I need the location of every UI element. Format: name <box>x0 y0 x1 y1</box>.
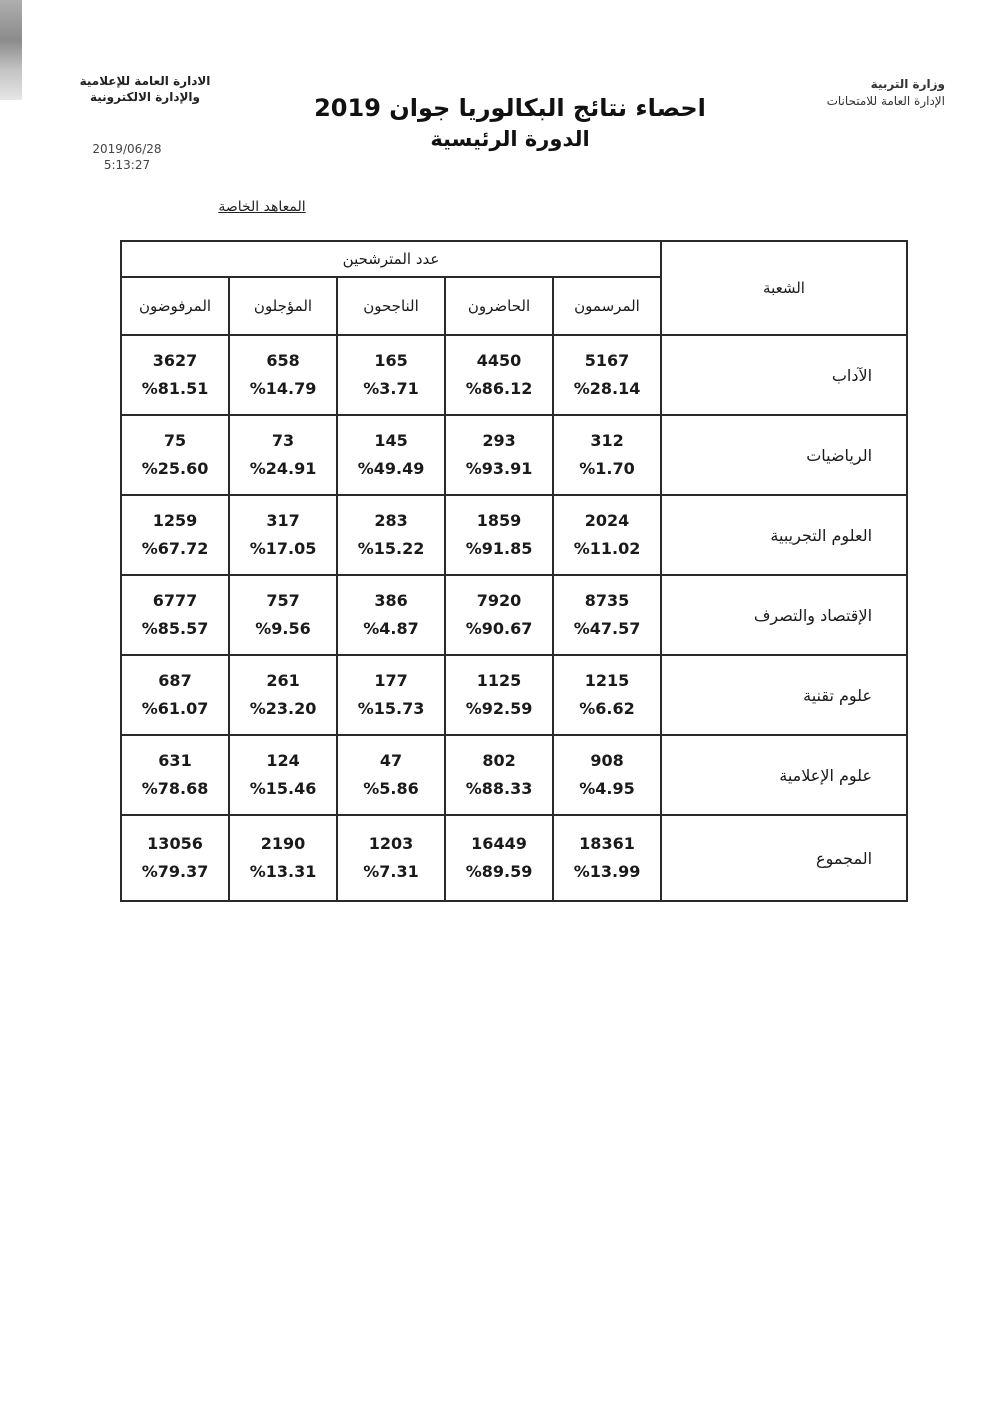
ministry-header <box>795 76 945 110</box>
cell-percent: %89.59 <box>465 862 533 881</box>
cell-percent: %92.59 <box>465 699 533 718</box>
cell-percent: %15.73 <box>357 699 425 718</box>
cell-deferred <box>229 415 337 495</box>
cell-count: 177 <box>374 671 408 690</box>
cell-percent: %91.85 <box>465 539 533 558</box>
cell-rejected <box>121 335 229 415</box>
cell-percent: %9.56 <box>255 619 311 638</box>
stream-name: الآداب <box>661 335 907 415</box>
col-present: الحاضرون <box>445 277 553 335</box>
cell-registered <box>553 735 661 815</box>
cell-percent: %28.14 <box>573 379 641 398</box>
cell-count: 687 <box>158 671 192 690</box>
print-timestamp <box>92 141 162 173</box>
cell-present <box>445 415 553 495</box>
cell-rejected <box>121 815 229 901</box>
cell-percent: %14.79 <box>249 379 317 398</box>
cell-count: 7920 <box>476 591 522 610</box>
col-rejected: المرفوضون <box>121 277 229 335</box>
cell-percent: %81.51 <box>141 379 209 398</box>
cell-present <box>445 335 553 415</box>
cell-passed <box>337 335 445 415</box>
cell-rejected <box>121 575 229 655</box>
stream-name: المجموع <box>661 815 907 901</box>
print-time: 5:13:27 <box>103 158 151 172</box>
cell-percent: %6.62 <box>579 699 635 718</box>
cell-count: 1259 <box>152 511 198 530</box>
cell-passed <box>337 735 445 815</box>
cell-percent: %93.91 <box>465 459 533 478</box>
cell-count: 18361 <box>579 834 635 853</box>
stream-name: علوم الإعلامية <box>661 735 907 815</box>
cell-percent: %13.31 <box>249 862 317 881</box>
cell-percent: %86.12 <box>465 379 533 398</box>
cell-percent: %13.99 <box>573 862 641 881</box>
cell-count: 73 <box>271 431 295 450</box>
cell-present <box>445 815 553 901</box>
table-row <box>121 495 907 575</box>
cell-percent: %15.22 <box>357 539 425 558</box>
table-row <box>121 575 907 655</box>
cell-count: 5167 <box>584 351 630 370</box>
cell-count: 317 <box>266 511 300 530</box>
cell-count: 312 <box>590 431 624 450</box>
cell-passed <box>337 415 445 495</box>
title-line2: الدورة الرئيسية <box>430 127 590 151</box>
cell-count: 47 <box>379 751 403 770</box>
cell-passed <box>337 575 445 655</box>
cell-percent: %5.86 <box>363 779 419 798</box>
cell-deferred <box>229 815 337 901</box>
stream-header: الشعبة <box>661 241 907 335</box>
cell-percent: %61.07 <box>141 699 209 718</box>
cell-deferred <box>229 335 337 415</box>
cell-percent: %79.37 <box>141 862 209 881</box>
cell-percent: %85.57 <box>141 619 209 638</box>
cell-present <box>445 575 553 655</box>
cell-rejected <box>121 415 229 495</box>
cell-count: 1125 <box>476 671 522 690</box>
cell-passed <box>337 815 445 901</box>
cell-percent: %1.70 <box>579 459 635 478</box>
cell-passed <box>337 655 445 735</box>
cell-percent: %88.33 <box>465 779 533 798</box>
scan-edge-shadow <box>0 0 22 100</box>
cell-count: 283 <box>374 511 408 530</box>
table-row <box>121 655 907 735</box>
candidates-group-header: عدد المترشحين <box>121 241 661 277</box>
table-row <box>121 815 907 901</box>
cell-percent: %25.60 <box>141 459 209 478</box>
cell-deferred <box>229 655 337 735</box>
col-deferred: المؤجلون <box>229 277 337 335</box>
results-table <box>120 240 908 902</box>
cell-count: 2024 <box>584 511 630 530</box>
cell-count: 3627 <box>152 351 198 370</box>
cell-count: 145 <box>374 431 408 450</box>
stream-name: الرياضيات <box>661 415 907 495</box>
cell-percent: %67.72 <box>141 539 209 558</box>
cell-count: 1215 <box>584 671 630 690</box>
cell-percent: %47.57 <box>573 619 641 638</box>
title-line1: احصاء نتائج البكالوريا جوان 2019 <box>314 94 706 122</box>
cell-registered <box>553 655 661 735</box>
cell-count: 908 <box>590 751 624 770</box>
stream-name: علوم تقنية <box>661 655 907 735</box>
cell-count: 1859 <box>476 511 522 530</box>
cell-percent: %24.91 <box>249 459 317 478</box>
cell-percent: %15.46 <box>249 779 317 798</box>
table-row <box>121 735 907 815</box>
exams-directorate: الإدارة العامة للامتحانات <box>826 94 945 108</box>
table-row <box>121 415 907 495</box>
cell-percent: %49.49 <box>357 459 425 478</box>
cell-rejected <box>121 655 229 735</box>
cell-deferred <box>229 735 337 815</box>
cell-registered <box>553 575 661 655</box>
cell-rejected <box>121 735 229 815</box>
it-directorate-header <box>75 73 215 105</box>
cell-percent: %23.20 <box>249 699 317 718</box>
stream-name: الإقتصاد والتصرف <box>661 575 907 655</box>
cell-count: 631 <box>158 751 192 770</box>
cell-count: 261 <box>266 671 300 690</box>
cell-present <box>445 735 553 815</box>
col-registered: المرسمون <box>553 277 661 335</box>
print-date: 2019/06/28 <box>92 142 162 156</box>
cell-registered <box>553 415 661 495</box>
cell-registered <box>553 815 661 901</box>
cell-count: 2190 <box>260 834 306 853</box>
it-directorate-line2: والإدارة الالكترونية <box>90 90 200 104</box>
cell-rejected <box>121 495 229 575</box>
cell-count: 16449 <box>471 834 527 853</box>
cell-count: 13056 <box>147 834 203 853</box>
cell-count: 293 <box>482 431 516 450</box>
cell-percent: %4.95 <box>579 779 635 798</box>
it-directorate-line1: الادارة العامة للإعلامية <box>79 74 211 88</box>
cell-count: 8735 <box>584 591 630 610</box>
cell-present <box>445 495 553 575</box>
cell-percent: %17.05 <box>249 539 317 558</box>
cell-percent: %78.68 <box>141 779 209 798</box>
table-row <box>121 335 907 415</box>
cell-count: 658 <box>266 351 300 370</box>
cell-count: 124 <box>266 751 300 770</box>
ministry-name: وزارة التربية <box>870 77 945 91</box>
cell-count: 6777 <box>152 591 198 610</box>
cell-percent: %4.87 <box>363 619 419 638</box>
cell-count: 386 <box>374 591 408 610</box>
cell-registered <box>553 335 661 415</box>
cell-percent: %11.02 <box>573 539 641 558</box>
cell-passed <box>337 495 445 575</box>
cell-count: 4450 <box>476 351 522 370</box>
document-title <box>240 92 780 154</box>
section-subtitle: المعاهد الخاصة <box>218 199 306 215</box>
cell-count: 802 <box>482 751 516 770</box>
cell-deferred <box>229 575 337 655</box>
cell-count: 165 <box>374 351 408 370</box>
cell-present <box>445 655 553 735</box>
cell-percent: %7.31 <box>363 862 419 881</box>
cell-count: 757 <box>266 591 300 610</box>
cell-registered <box>553 495 661 575</box>
cell-count: 75 <box>163 431 187 450</box>
cell-percent: %3.71 <box>363 379 419 398</box>
col-passed: الناجحون <box>337 277 445 335</box>
cell-deferred <box>229 495 337 575</box>
cell-percent: %90.67 <box>465 619 533 638</box>
stream-name: العلوم التجريبية <box>661 495 907 575</box>
cell-count: 1203 <box>368 834 414 853</box>
